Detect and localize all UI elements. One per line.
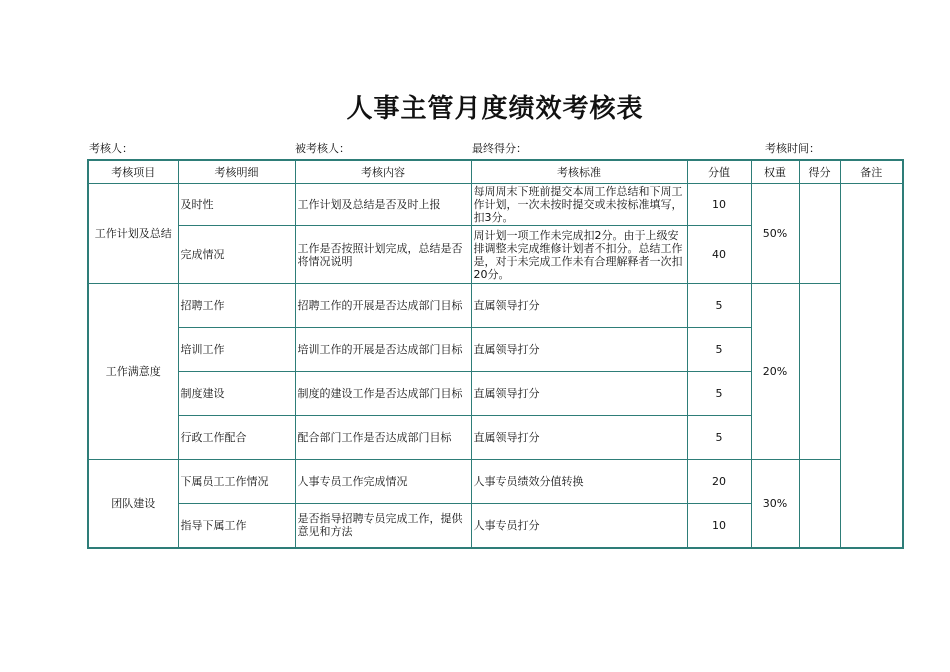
row-score: 20: [687, 460, 751, 504]
result-cell[interactable]: [799, 284, 840, 460]
header-remark: 备注: [840, 160, 903, 184]
row-score: 5: [687, 372, 751, 416]
remark-cell[interactable]: [840, 184, 903, 548]
header-result: 得分: [799, 160, 840, 184]
result-cell[interactable]: [799, 460, 840, 548]
assessee-label: 被考核人：: [295, 142, 350, 155]
row-content: 配合部门工作是否达成部门目标: [295, 416, 471, 460]
group-name: 工作满意度: [88, 284, 178, 460]
row-content: 培训工作的开展是否达成部门目标: [295, 328, 471, 372]
row-score: 10: [687, 184, 751, 226]
header-detail: 考核明细: [178, 160, 295, 184]
group-weight: 20%: [751, 284, 799, 460]
row-score: 40: [687, 226, 751, 284]
final-score-label: 最终得分：: [472, 142, 527, 155]
row-standard: 直属领导打分: [471, 416, 687, 460]
table-row: [88, 460, 903, 504]
group-weight: 30%: [751, 460, 799, 548]
row-content: 工作计划及总结是否及时上报: [295, 184, 471, 226]
row-content: 制度的建设工作是否达成部门目标: [295, 372, 471, 416]
row-standard: 每周周末下班前提交本周工作总结和下周工作计划，一次未按时提交或未按标准填写，扣3分。: [471, 184, 687, 226]
row-detail: 行政工作配合: [178, 416, 295, 460]
header-row: [88, 160, 903, 184]
row-detail: 下属员工工作情况: [178, 460, 295, 504]
header-content: 考核内容: [295, 160, 471, 184]
assessor-label: 考核人：: [89, 142, 133, 155]
group-weight: 50%: [751, 184, 799, 284]
row-standard: 人事专员绩效分值转换: [471, 460, 687, 504]
group-name: 团队建设: [88, 460, 178, 548]
row-standard: 直属领导打分: [471, 372, 687, 416]
row-standard: 人事专员打分: [471, 504, 687, 548]
performance-table: [87, 159, 904, 549]
header-score: 分值: [687, 160, 751, 184]
row-score: 5: [687, 328, 751, 372]
header-weight: 权重: [751, 160, 799, 184]
row-standard: 直属领导打分: [471, 284, 687, 328]
row-standard: 直属领导打分: [471, 328, 687, 372]
header-item: 考核项目: [88, 160, 178, 184]
row-detail: 及时性: [178, 184, 295, 226]
row-content: 工作是否按照计划完成，总结是否将情况说明: [295, 226, 471, 284]
row-detail: 制度建设: [178, 372, 295, 416]
table-row: [88, 184, 903, 226]
row-standard: 周计划一项工作未完成扣2分。由于上级安排调整未完成维修计划者不扣分。总结工作是，对于未完成工作未有合理解释者一次扣20分。: [471, 226, 687, 284]
assessment-time-label: 考核时间：: [765, 142, 820, 155]
group-name: 工作计划及总结: [88, 184, 178, 284]
row-content: 是否指导招聘专员完成工作，提供意见和方法: [295, 504, 471, 548]
row-score: 5: [687, 284, 751, 328]
row-detail: 招聘工作: [178, 284, 295, 328]
row-score: 10: [687, 504, 751, 548]
row-score: 5: [687, 416, 751, 460]
header-standard: 考核标准: [471, 160, 687, 184]
row-detail: 指导下属工作: [178, 504, 295, 548]
row-content: 人事专员工作完成情况: [295, 460, 471, 504]
row-detail: 完成情况: [178, 226, 295, 284]
result-cell[interactable]: [799, 184, 840, 284]
row-content: 招聘工作的开展是否达成部门目标: [295, 284, 471, 328]
table-row: [88, 284, 903, 328]
page-title: 人事主管月度绩效考核表: [346, 94, 644, 124]
row-detail: 培训工作: [178, 328, 295, 372]
